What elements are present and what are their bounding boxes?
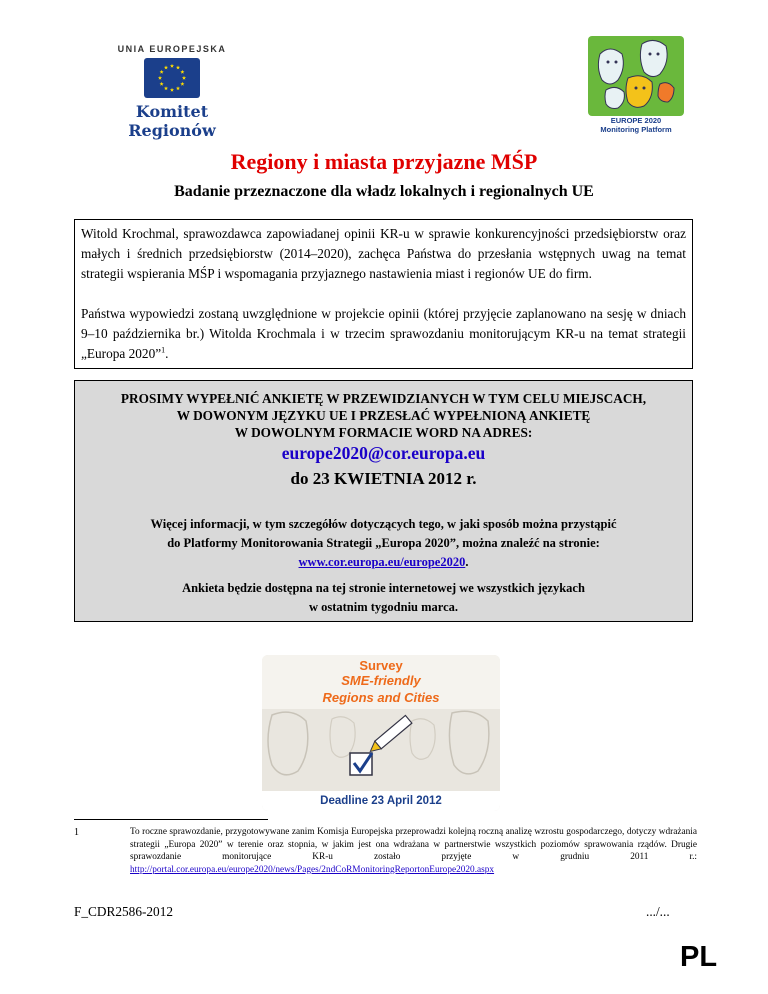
request-heading-line2: W DOWONYM JĘZYKU UE I PRZESŁAĆ WYPEŁNIONĄ ANKIETĘ xyxy=(176,408,591,423)
survey-banner-title: Survey xyxy=(359,658,403,673)
page-subtitle: Badanie przeznaczone dla władz lokalnych i regionalnych UE xyxy=(174,183,594,200)
cor-logo-name: Komitet Regionów xyxy=(128,102,216,140)
request-availability xyxy=(75,579,692,617)
survey-banner xyxy=(262,655,500,811)
request-availability-line2: w ostatnim tygodniu marca. xyxy=(308,600,459,614)
request-box xyxy=(74,380,693,622)
survey-banner-deadline: Deadline 23 April 2012 xyxy=(262,791,500,811)
request-info-line1: Więcej informacji, w tym szczegółów dotyczących tego, w jaki sposób można przystąpić xyxy=(150,517,617,531)
request-heading-line1: PROSIMY WYPEŁNIĆ ANKIETĘ W PRZEWIDZIANYCH W TYM CELU MIEJSCACH, xyxy=(120,391,647,406)
request-availability-line1: Ankieta będzie dostępna na tej stronie internetowej we wszystkich językach xyxy=(182,581,585,595)
cor-europe2020-link[interactable]: www.cor.europa.eu/europe2020 xyxy=(298,555,466,569)
document-reference: F_CDR2586-2012 xyxy=(74,904,173,919)
footnote-text: To roczne sprawozdanie, przygotowywane zanim Komisja Europejska przeprowadzi kolejną roczną analizę wzrostu gospodarczego, dotyczy wdrażania strategii „Europa 2020” w terenie oraz stopnia, w jakim jest ona wdrażana w partnerstwie wszystkich poziomów sprawowania rządów. Drugie sprawozdanie monitorujące KR-u zostało przyjęte w grudniu 2011 r.: xyxy=(130,827,697,862)
request-info-end: . xyxy=(465,555,469,569)
footnote-number: 1 xyxy=(74,827,79,838)
footnote-divider xyxy=(74,819,268,820)
page-title: Regiony i miasta przyjazne MŚP xyxy=(230,149,538,174)
footnote-text-block xyxy=(130,826,697,876)
europe2020-caption-line2: Monitoring Platform xyxy=(600,125,672,134)
request-heading-line3: W DOWOLNYM FORMACIE WORD NA ADRES: xyxy=(234,425,533,440)
europe2020-caption-line1: EUROPE 2020 xyxy=(610,116,662,125)
language-code: PL xyxy=(680,941,718,973)
intro-box xyxy=(74,219,693,369)
page-continuation: .../... xyxy=(646,904,670,919)
footnote-link[interactable]: http://portal.cor.europa.eu/europe2020/news/Pages/2ndCoRMonitoringReportonEurope2020.aspx xyxy=(130,864,495,875)
europe2020-logo-caption xyxy=(582,116,690,134)
intro-paragraph-1: Witold Krochmal, sprawozdawca zapowiadanej opinii KR-u w sprawie konkurencyjności przedsiębiorstw oraz małych i średnich przedsiębiorstw (2014–2020), zachęca Państwa do przesłania wstępnych uwag na temat strategii wspierania MŚP i wspomagania przyjaznego nastawienia miast i regionów UE do firm. xyxy=(81,226,686,281)
intro-paragraph-2-text: Państwa wypowiedzi zostaną uwzględnione w projekcie opinii (której przyjęcie zaplanowano na sesję w dniach 9–10 października br.) Witolda Krochmala i w trzecim sprawozdaniu monitorującym KR-u na temat strategii „Europa 2020” xyxy=(81,306,686,361)
request-info-line2: do Platformy Monitorowania Strategii „Europa 2020”, można znaleźć na stronie: xyxy=(167,536,600,550)
request-heading xyxy=(75,390,692,441)
request-email[interactable]: europe2020@cor.europa.eu xyxy=(281,443,486,463)
request-info xyxy=(75,515,692,572)
intro-paragraph-2 xyxy=(81,304,686,364)
eu-flag-icon xyxy=(144,58,200,98)
intro-paragraph-2-end: . xyxy=(165,346,169,361)
request-info-line3 xyxy=(75,553,692,572)
cor-logo-top-text: UNIA EUROPEJSKA xyxy=(117,44,227,54)
survey-banner-subtitle-2: Regions and Cities xyxy=(322,690,440,705)
cor-logo xyxy=(92,44,252,140)
faces-illustration-icon xyxy=(582,34,690,118)
request-deadline: do 23 KWIETNIA 2012 r. xyxy=(290,469,477,488)
survey-banner-subtitle-1: SME-friendly xyxy=(341,673,421,688)
europe2020-logo xyxy=(582,34,690,134)
checkbox-pencil-icon xyxy=(262,705,500,791)
footnote-reference[interactable]: 1 xyxy=(161,345,166,355)
